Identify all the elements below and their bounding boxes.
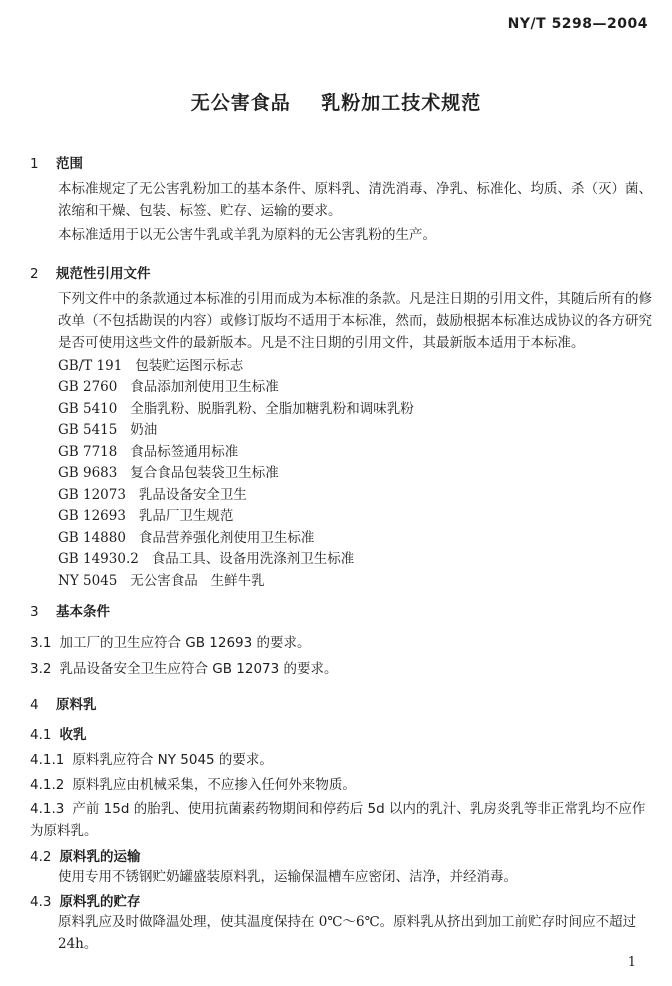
section-title: 范围 [56,156,83,172]
clause-text: 原料乳应由机械采集，不应掺入任何外来物质。 [72,777,356,793]
clause-title: 原料乳的贮存 [59,894,141,910]
section-3-heading [30,600,110,620]
paragraph-text: 本标准规定了无公害乳粉加工的基本条件、原料乳、清洗消毒、净乳、标准化、均质、杀（灭）菌、浓缩和干燥、包装、标签、贮存、运输的要求。 [58,181,652,219]
reference-item: NY 5045 无公害食品 生鲜牛乳 [58,573,265,589]
clause-4-2 [30,845,140,865]
reference-item: GB 5410 全脂乳粉、脱脂乳粉、全脂加糖乳粉和调味乳粉 [58,401,414,417]
section-number: 1 [30,156,39,172]
section-number: 3 [30,604,39,620]
clause-4-1-2 [30,773,356,793]
section-2-heading [30,262,151,282]
clause-text: 乳品设备安全卫生应符合 GB 12073 的要求。 [59,661,338,677]
reference-item: GB 7718 食品标签通用标准 [58,444,239,460]
section-2-paragraph [30,288,652,354]
clause-text: 加工厂的卫生应符合 GB 12693 的要求。 [59,635,311,651]
section-number: 2 [30,266,39,282]
clause-4-1 [30,723,86,743]
clause-title: 收乳 [59,727,87,743]
clause-number: 3.2 [30,661,52,677]
section-1-paragraph-1 [30,178,652,222]
section-title: 规范性引用文件 [56,266,151,282]
paragraph-text: 原料乳应及时做降温处理，使其温度保持在 0℃～6℃。原料乳从挤出到加工前贮存时间应不超过 24h。 [58,914,637,952]
section-title: 原料乳 [56,697,97,713]
paragraph-text: 本标准适用于以无公害牛乳或羊乳为原料的无公害乳粉的生产。 [58,227,436,243]
page-number: 1 [627,955,636,970]
reference-item: GB 9683 复合食品包装袋卫生标准 [58,465,279,481]
section-4-heading [30,693,97,713]
reference-item: GB 5415 奶油 [58,422,158,438]
clause-text: 产前 15d 的胎乳、使用抗菌素药物期间和停药后 5d 以内的乳汁、乳房炎乳等非正常乳均不应作为原料乳。 [30,801,646,839]
clause-title: 原料乳的运输 [59,849,141,865]
reference-item: GB 14880 食品营养强化剂使用卫生标准 [58,530,315,546]
clause-4-3-paragraph [30,911,652,955]
clause-number: 4.1.1 [30,752,65,768]
reference-item: GB 12693 乳品厂卫生规范 [58,508,234,524]
clause-number: 4.2 [30,849,52,865]
section-title: 基本条件 [56,604,110,620]
clause-4-1-1 [30,748,273,768]
clause-number: 4.3 [30,894,52,910]
clause-3-2 [30,657,338,677]
clause-3-1 [30,631,311,651]
clause-number: 4.1.3 [30,801,65,817]
clause-4-3 [30,890,140,910]
reference-item: GB/T 191 包装贮运图示标志 [58,358,244,374]
clause-text: 原料乳应符合 NY 5045 的要求。 [72,752,273,768]
clause-number: 4.1 [30,727,52,743]
clause-number: 3.1 [30,635,52,651]
reference-item: GB 12073 乳品设备安全卫生 [58,487,247,503]
section-number: 4 [30,697,39,713]
paragraph-text: 使用专用不锈钢贮奶罐盛装原料乳，运输保温槽车应密闭、洁净，并经消毒。 [58,869,517,885]
clause-number: 4.1.2 [30,777,65,793]
section-1-heading [30,152,83,172]
standard-code: NY/T 5298—2004 [507,16,648,32]
paragraph-text: 下列文件中的条款通过本标准的引用而成为本标准的条款。凡是注日期的引用文件，其随后所有的修改单（不包括勘误的内容）或修订版均不适用于本标准，然而，鼓励根据本标准达成协议的各方研究是否可使用这些文件的最新版本。凡是不注日期的引用文件，其最新版本适用于本标准。 [58,291,652,351]
reference-item: GB 14930.2 食品工具、设备用洗涤剂卫生标准 [58,551,355,567]
section-1-paragraph-2 [30,224,652,246]
clause-4-1-3 [30,798,652,842]
clause-4-2-paragraph [30,866,652,888]
reference-item: GB 2760 食品添加剂使用卫生标准 [58,379,279,395]
document-title: 无公害食品 乳粉加工技术规范 [190,92,482,114]
